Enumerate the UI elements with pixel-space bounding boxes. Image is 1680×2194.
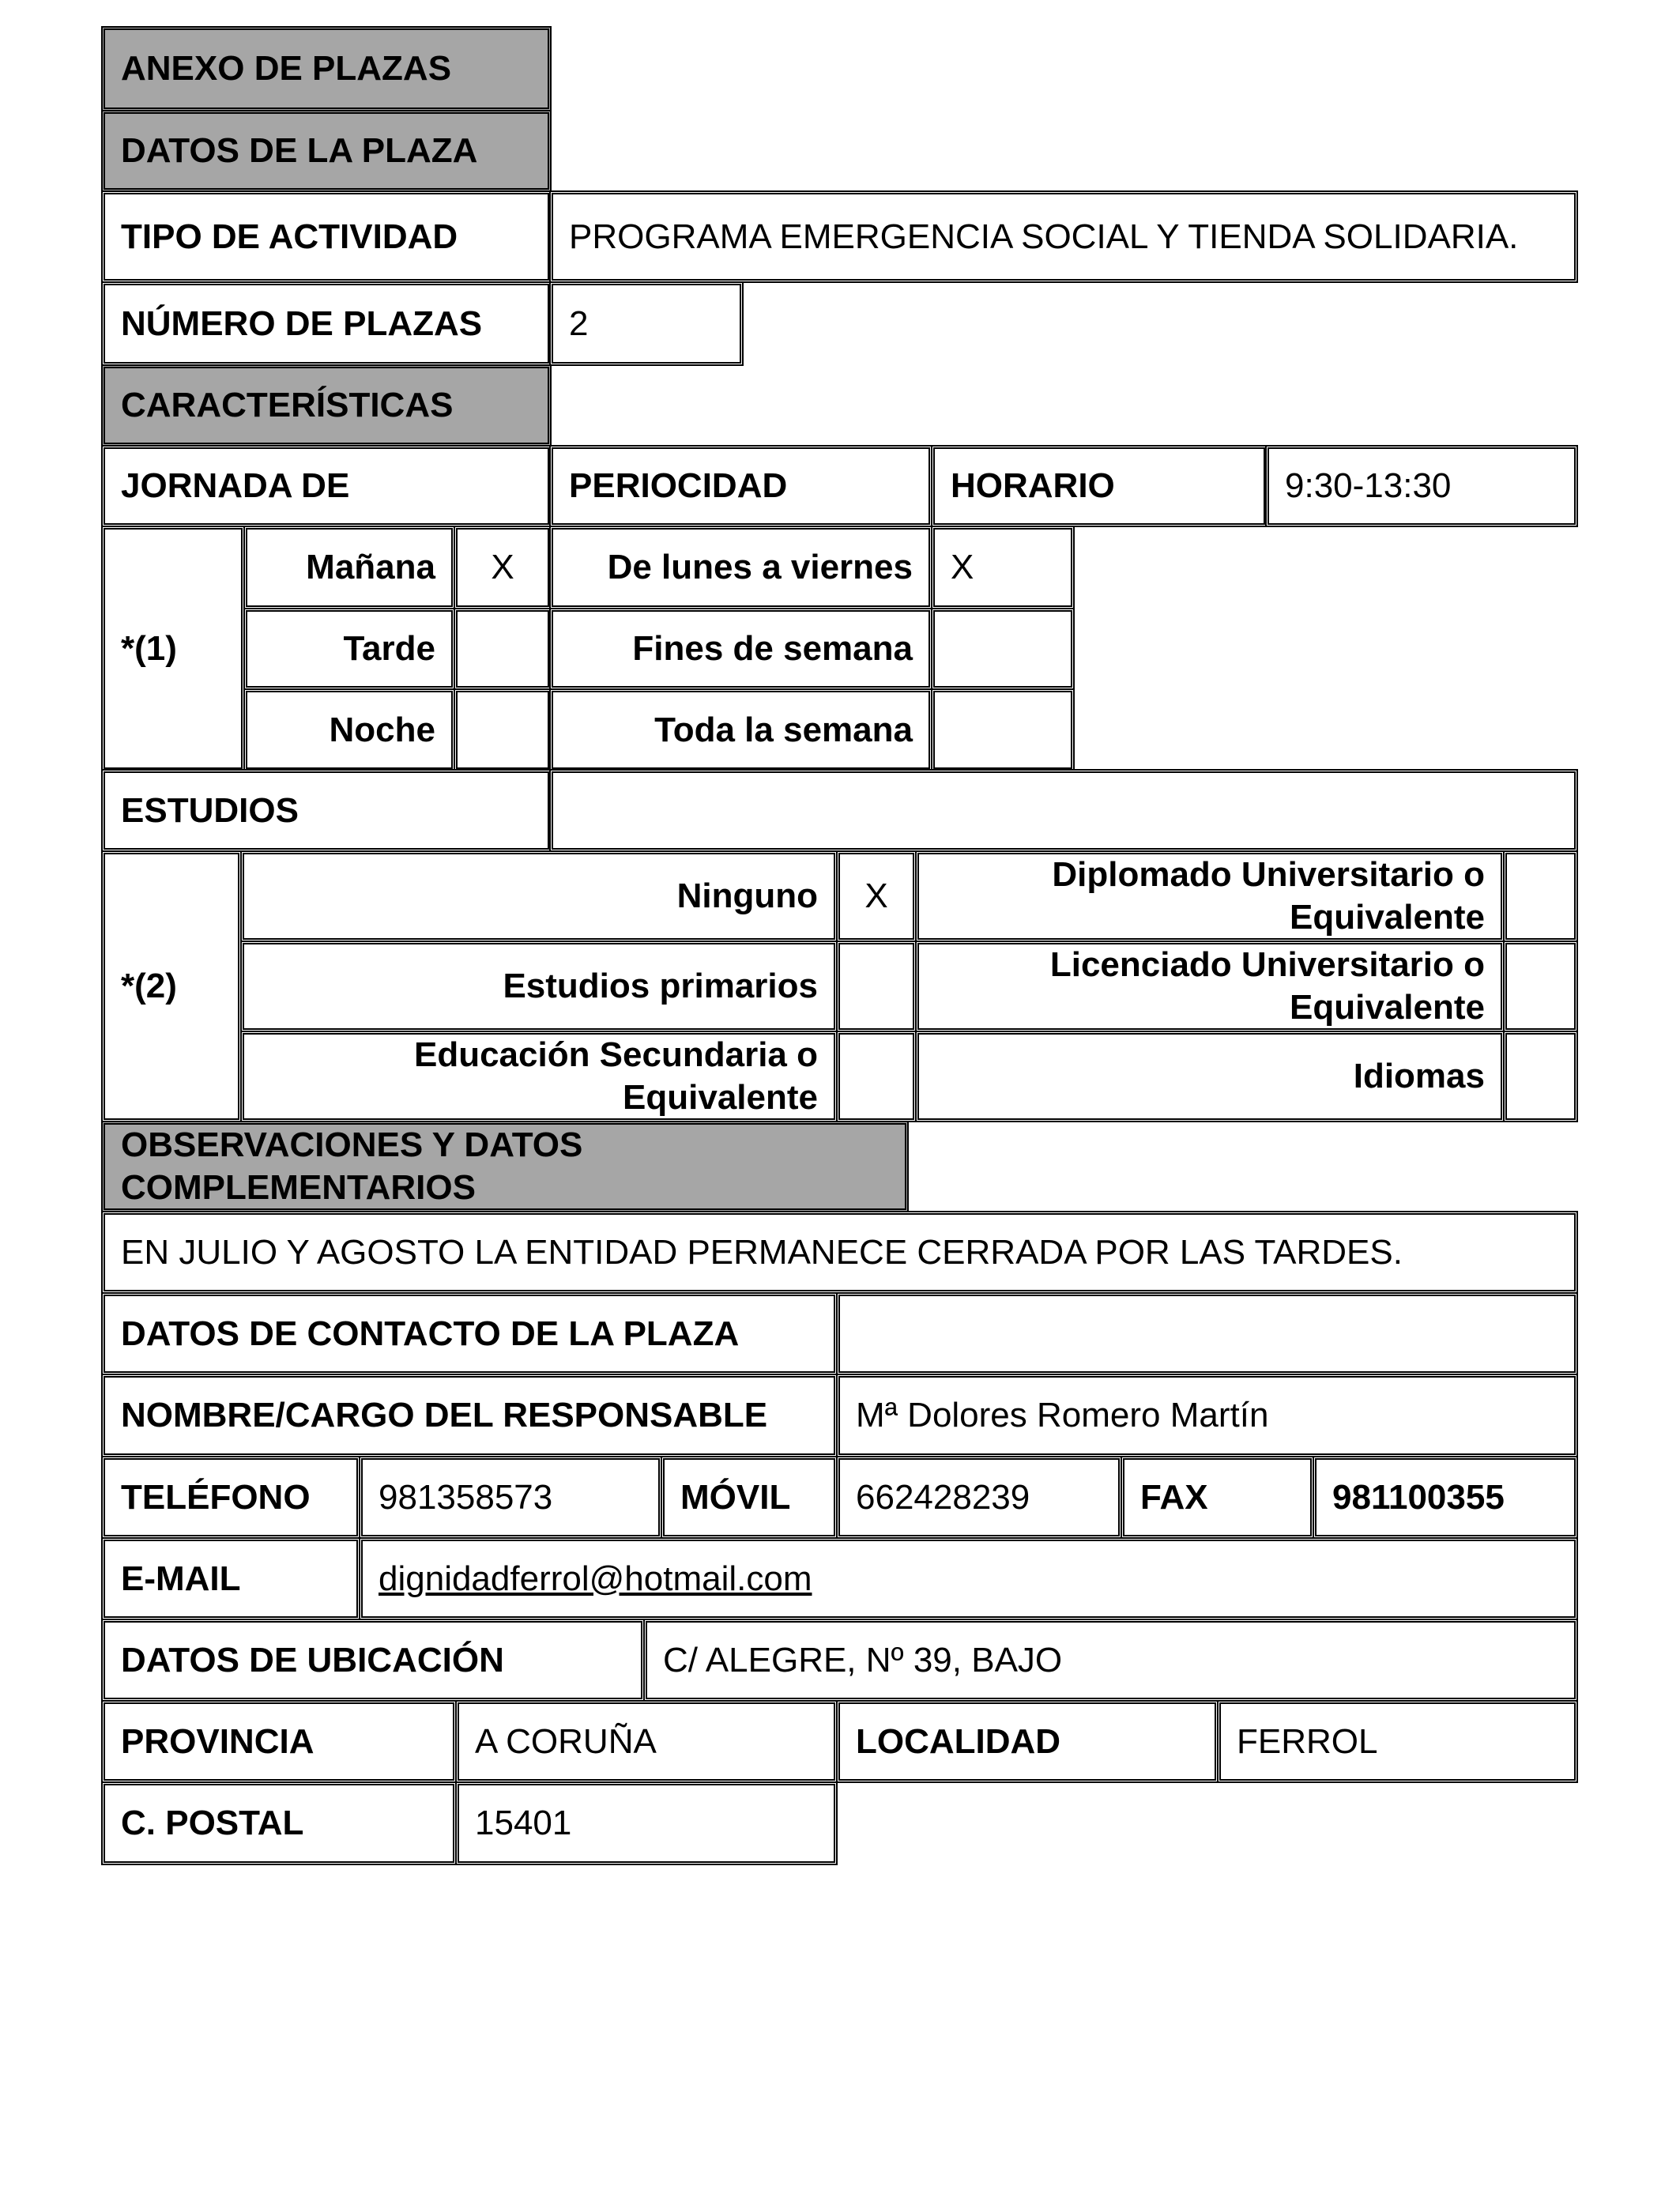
primarios-label: Estudios primarios [240,941,838,1032]
licenciado-checkbox[interactable] [1503,941,1578,1032]
studies-note: *(2) [101,850,242,1122]
contact-title: DATOS DE CONTACTO DE LA PLAZA [101,1292,838,1375]
manana-label: Mañana [243,526,455,609]
idiomas-checkbox[interactable] [1503,1031,1578,1122]
section-title: DATOS DE LA PLAZA [101,110,552,192]
primarios-checkbox[interactable] [836,941,917,1032]
horario-label: HORARIO [931,445,1268,527]
idiomas-label: Idiomas [915,1031,1505,1122]
tarde-checkbox[interactable] [454,608,552,690]
diplomado-label: Diplomado Universitario o Equivalente [915,850,1505,942]
secundaria-label: Educación Secundaria o Equivalente [240,1031,838,1122]
fax-value: 981100355 [1313,1456,1578,1539]
phone-label: TELÉFONO [101,1456,360,1539]
fines-semana-label: Fines de semana [549,608,932,690]
secundaria-checkbox[interactable] [836,1031,917,1122]
jornada-label: JORNADA DE [101,445,552,527]
fax-label: FAX [1121,1456,1314,1539]
jornada-note: *(1) [101,526,245,771]
licenciado-label: Licenciado Universitario o Equivalente [915,941,1505,1032]
mobile-value: 662428239 [836,1456,1122,1539]
email-link[interactable]: dignidadferrol@hotmail.com [359,1537,1578,1620]
responsible-value: Mª Dolores Romero Martín [836,1374,1578,1457]
count-value: 2 [549,281,744,366]
postal-label: C. POSTAL [101,1781,457,1865]
postal-value: 15401 [455,1781,838,1865]
email-label: E-MAIL [101,1537,360,1620]
contact-blank [836,1292,1578,1375]
phone-value: 981358573 [359,1456,662,1539]
characteristics-title: CARACTERÍSTICAS [101,364,552,447]
horario-value: 9:30-13:30 [1265,445,1578,527]
responsible-label: NOMBRE/CARGO DEL RESPONSABLE [101,1374,838,1457]
address-value: C/ ALEGRE, Nº 39, BAJO [643,1619,1578,1702]
location-title: DATOS DE UBICACIÓN [101,1619,645,1702]
province-value: A CORUÑA [455,1700,838,1783]
province-label: PROVINCIA [101,1700,457,1783]
toda-semana-label: Toda la semana [549,688,932,771]
annex-title: ANEXO DE PLAZAS [101,26,552,111]
locality-value: FERROL [1217,1700,1578,1783]
manana-checkbox[interactable]: X [454,526,552,609]
toda-semana-checkbox[interactable] [931,688,1075,771]
tarde-label: Tarde [243,608,455,690]
diplomado-checkbox[interactable] [1503,850,1578,942]
ninguno-checkbox[interactable]: X [836,850,917,942]
observations-text: EN JULIO Y AGOSTO LA ENTIDAD PERMANECE CERRADA POR LAS TARDES. [101,1211,1578,1294]
mobile-label: MÓVIL [661,1456,838,1539]
noche-checkbox[interactable] [454,688,552,771]
observations-title: OBSERVACIONES Y DATOS COMPLEMENTARIOS [101,1121,909,1212]
noche-label: Noche [243,688,455,771]
studies-blank [549,769,1578,852]
activity-label: TIPO DE ACTIVIDAD [101,190,552,283]
count-label: NÚMERO DE PLAZAS [101,281,552,366]
studies-title: ESTUDIOS [101,769,552,852]
lunes-viernes-checkbox[interactable]: X [931,526,1075,609]
ninguno-label: Ninguno [240,850,838,942]
locality-label: LOCALIDAD [836,1700,1219,1783]
lunes-viernes-label: De lunes a viernes [549,526,932,609]
fines-semana-checkbox[interactable] [931,608,1075,690]
periodicidad-label: PERIOCIDAD [549,445,932,527]
activity-value: PROGRAMA EMERGENCIA SOCIAL Y TIENDA SOLIDARIA. [549,190,1578,283]
